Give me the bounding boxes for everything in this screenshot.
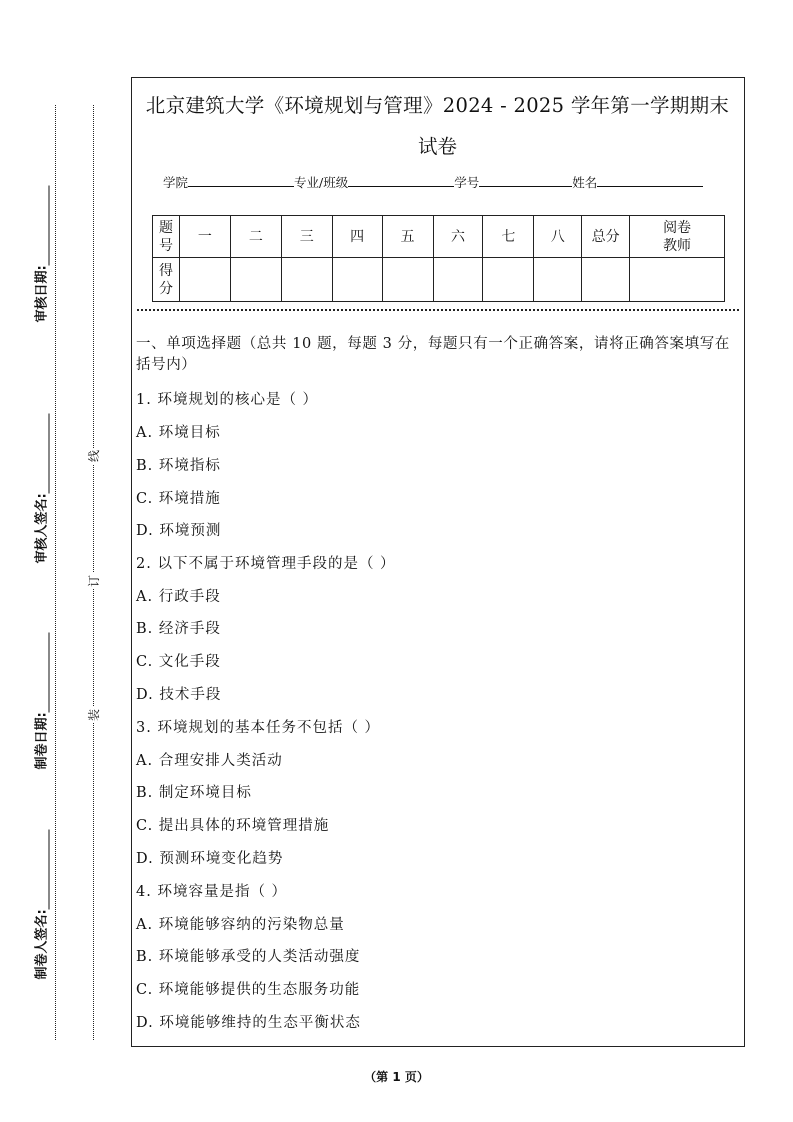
score-cell-header-4: 四 xyxy=(332,216,382,258)
question-4-option-d[interactable]: D. 环境能够维持的生态平衡状态 xyxy=(136,1015,361,1031)
question-3-stem: 3. 环境规划的基本任务不包括（ ） xyxy=(136,720,381,736)
question-2-option-a[interactable]: A. 行政手段 xyxy=(136,589,221,605)
header-separator xyxy=(137,309,739,311)
score-cell-header-1: 一 xyxy=(179,216,230,258)
reviewer-date-label: 审核日期: xyxy=(34,265,50,323)
score-cell-header-3: 三 xyxy=(281,216,332,258)
score-cell-header-grader: 阅卷 教师 xyxy=(630,216,725,258)
question-4-option-a[interactable]: A. 环境能够容纳的污染物总量 xyxy=(136,917,345,933)
maker-sign-blank[interactable] xyxy=(49,829,50,909)
maker-date-blank[interactable] xyxy=(49,632,50,712)
score-input-2[interactable] xyxy=(230,258,281,302)
page-number: （第 1 页） xyxy=(364,1070,429,1084)
score-cell-header-total: 总分 xyxy=(582,216,630,258)
score-input-7[interactable] xyxy=(483,258,534,302)
maker-sign-field[interactable] xyxy=(31,840,50,980)
question-4-option-b[interactable]: B. 环境能够承受的人类活动强度 xyxy=(136,949,361,965)
student-id-label: 学号 xyxy=(454,175,480,190)
maker-sign-label: 制卷人签名: xyxy=(34,909,50,980)
exam-title-line1: 北京建筑大学《环境规划与管理》2024 - 2025 学年第一学期期末 xyxy=(145,94,730,117)
score-cell-header-0: 题 号 xyxy=(153,216,180,258)
question-2-stem: 2. 以下不属于环境管理手段的是（ ） xyxy=(136,556,396,572)
question-2-option-c[interactable]: C. 文化手段 xyxy=(136,654,221,670)
binding-dotted-line-outer xyxy=(55,105,56,1040)
question-1-option-b[interactable]: B. 环境指标 xyxy=(136,458,221,474)
reviewer-sign-label: 审核人签名: xyxy=(34,493,50,564)
binding-mark-zhuang: 装 xyxy=(87,709,101,722)
question-1-option-c[interactable]: C. 环境措施 xyxy=(136,491,221,507)
score-cell-header-8: 八 xyxy=(534,216,582,258)
score-input-3[interactable] xyxy=(281,258,332,302)
reviewer-sign-field[interactable] xyxy=(31,424,50,564)
question-4-option-c[interactable]: C. 环境能够提供的生态服务功能 xyxy=(136,982,361,998)
question-1-option-d[interactable]: D. 环境预测 xyxy=(136,523,222,539)
question-3-option-b[interactable]: B. 制定环境目标 xyxy=(136,785,252,801)
score-cell-header-7: 七 xyxy=(483,216,534,258)
question-3-option-d[interactable]: D. 预测环境变化趋势 xyxy=(136,851,284,867)
name-input[interactable] xyxy=(597,172,703,187)
name-label: 姓名 xyxy=(572,175,598,190)
score-input-4[interactable] xyxy=(332,258,382,302)
student-info-row xyxy=(163,172,703,191)
reviewer-date-field[interactable] xyxy=(31,183,50,323)
score-input-6[interactable] xyxy=(433,258,483,302)
score-table-score-row xyxy=(153,258,725,302)
question-2-option-b[interactable]: B. 经济手段 xyxy=(136,621,221,637)
binding-mark-xian: 线 xyxy=(87,450,101,463)
college-label: 学院 xyxy=(163,175,189,190)
question-2-option-d[interactable]: D. 技术手段 xyxy=(136,687,222,703)
score-cell-header-2: 二 xyxy=(230,216,281,258)
score-cell-header-6: 六 xyxy=(433,216,483,258)
section1-heading: 一、单项选择题（总共 10 题，每题 3 分，每题只有一个正确答案，请将正确答案填写在括号内） xyxy=(136,336,730,373)
binding-mark-ding: 订 xyxy=(87,575,101,588)
question-3-option-a[interactable]: A. 合理安排人类活动 xyxy=(136,753,283,769)
college-input[interactable] xyxy=(188,172,294,187)
score-input-5[interactable] xyxy=(382,258,433,302)
score-table-header-row xyxy=(153,216,725,258)
question-3-option-c[interactable]: C. 提出具体的环境管理措施 xyxy=(136,818,330,834)
exam-title-line2: 试卷 xyxy=(417,135,457,158)
major-label: 专业/班级 xyxy=(294,175,349,190)
reviewer-sign-blank[interactable] xyxy=(49,413,50,493)
score-input-total[interactable] xyxy=(582,258,630,302)
score-input-grader[interactable] xyxy=(630,258,725,302)
score-table xyxy=(152,215,725,302)
score-row-label: 得 分 xyxy=(153,258,180,302)
question-4-stem: 4. 环境容量是指（ ） xyxy=(136,884,288,900)
student-id-input[interactable] xyxy=(479,172,572,187)
score-input-8[interactable] xyxy=(534,258,582,302)
score-cell-header-5: 五 xyxy=(382,216,433,258)
major-input[interactable] xyxy=(348,172,454,187)
maker-date-field[interactable] xyxy=(31,630,50,770)
question-1-stem: 1. 环境规划的核心是（ ） xyxy=(136,392,319,408)
score-input-1[interactable] xyxy=(179,258,230,302)
maker-date-label: 制卷日期: xyxy=(34,712,50,770)
reviewer-date-blank[interactable] xyxy=(49,185,50,265)
question-1-option-a[interactable]: A. 环境目标 xyxy=(136,425,221,441)
